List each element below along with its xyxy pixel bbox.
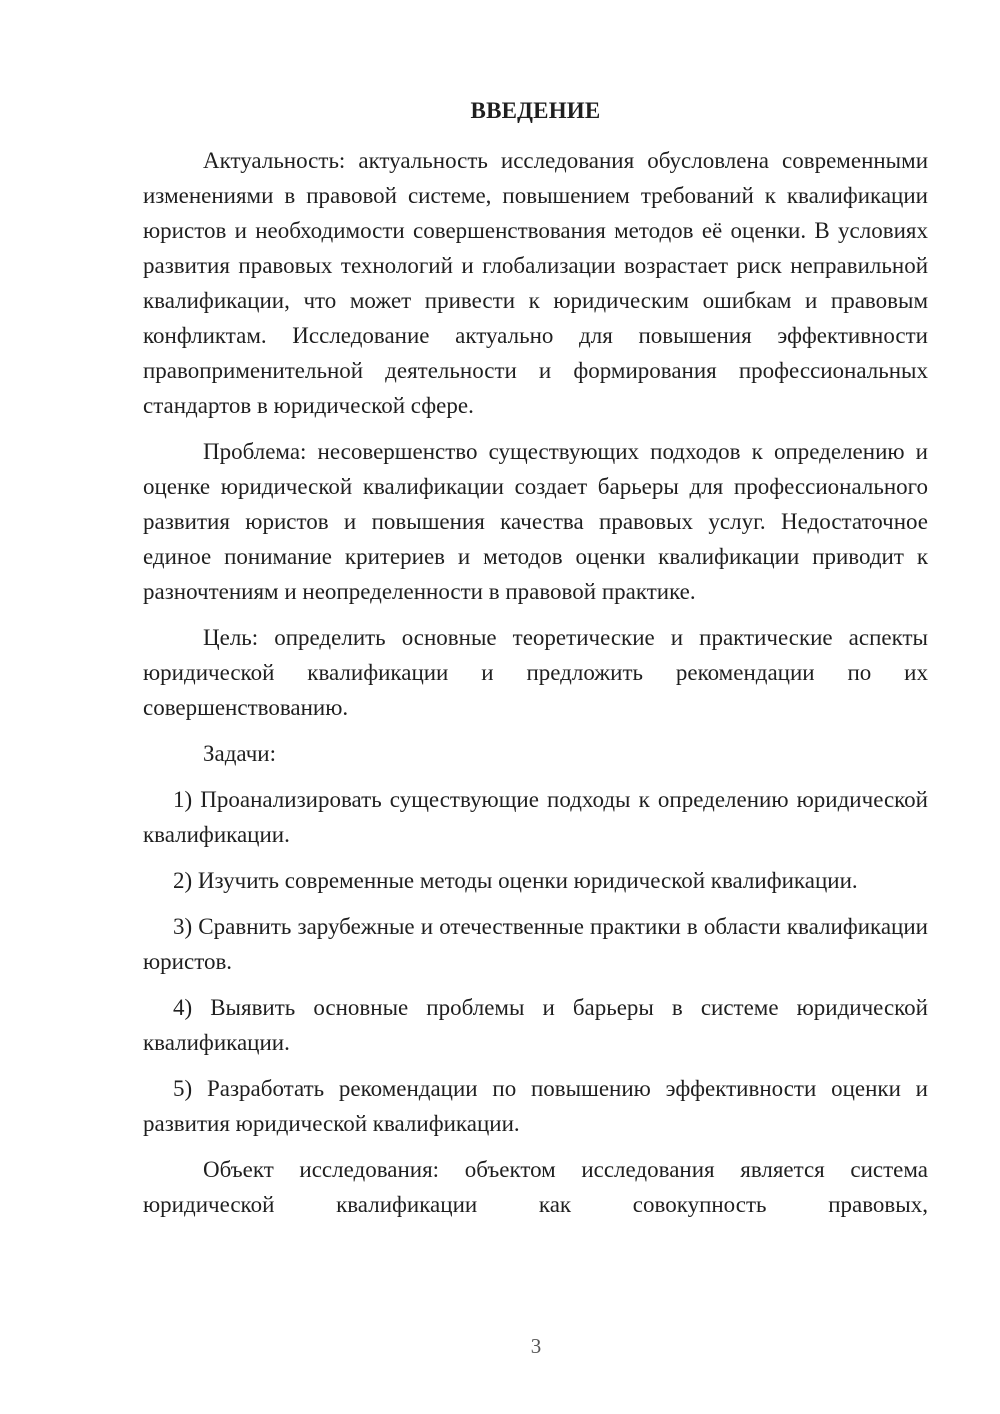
paragraph-object: Объект исследования: объектом исследования является система юридической квалификации как совокупность правовых, — [143, 1157, 928, 1217]
task-item: 2) Изучить современные методы оценки юридической квалификации. — [173, 868, 858, 893]
task-item: 4) Выявить основные проблемы и барьеры в системе юридической квалификации. — [143, 995, 928, 1055]
task-item: 5) Разработать рекомендации по повышению эффективности оценки и развития юридической квалификации. — [143, 1076, 928, 1136]
page-title: ВВЕДЕНИЕ — [470, 98, 601, 123]
paragraph-tasks-label: Задачи: — [203, 741, 276, 766]
document-body — [143, 143, 928, 1222]
paragraph-goal: Цель: определить основные теоретические и практические аспекты юридической квалификации и предложить рекомендации по их совершенствованию. — [143, 625, 928, 720]
task-item: 1) Проанализировать существующие подходы к определению юридической квалификации. — [143, 787, 928, 847]
page-number: 3 — [530, 1334, 542, 1358]
task-item: 3) Сравнить зарубежные и отечественные практики в области квалификации юристов. — [143, 914, 928, 974]
paragraph-problem: Проблема: несовершенство существующих подходов к определению и оценке юридической квалификации создает барьеры для профессионального развития юристов и повышения качества правовых услуг. Недостаточное единое понимание критериев и методов оценки квалификации приводит к разночтениям и неопределенности в правовой практике. — [143, 439, 928, 604]
paragraph-relevance: Актуальность: актуальность исследования обусловлена современными изменениями в правовой системе, повышением требований к квалификации юристов и необходимости совершенствования методов её оценки. В условиях развития правовых технологий и глобализации возрастает риск неправильной квалификации, что может привести к юридическим ошибкам и правовым конфликтам. Исследование актуально для повышения эффективности правоприменительной деятельности и формирования профессиональных стандартов в юридической сфере. — [143, 148, 928, 418]
